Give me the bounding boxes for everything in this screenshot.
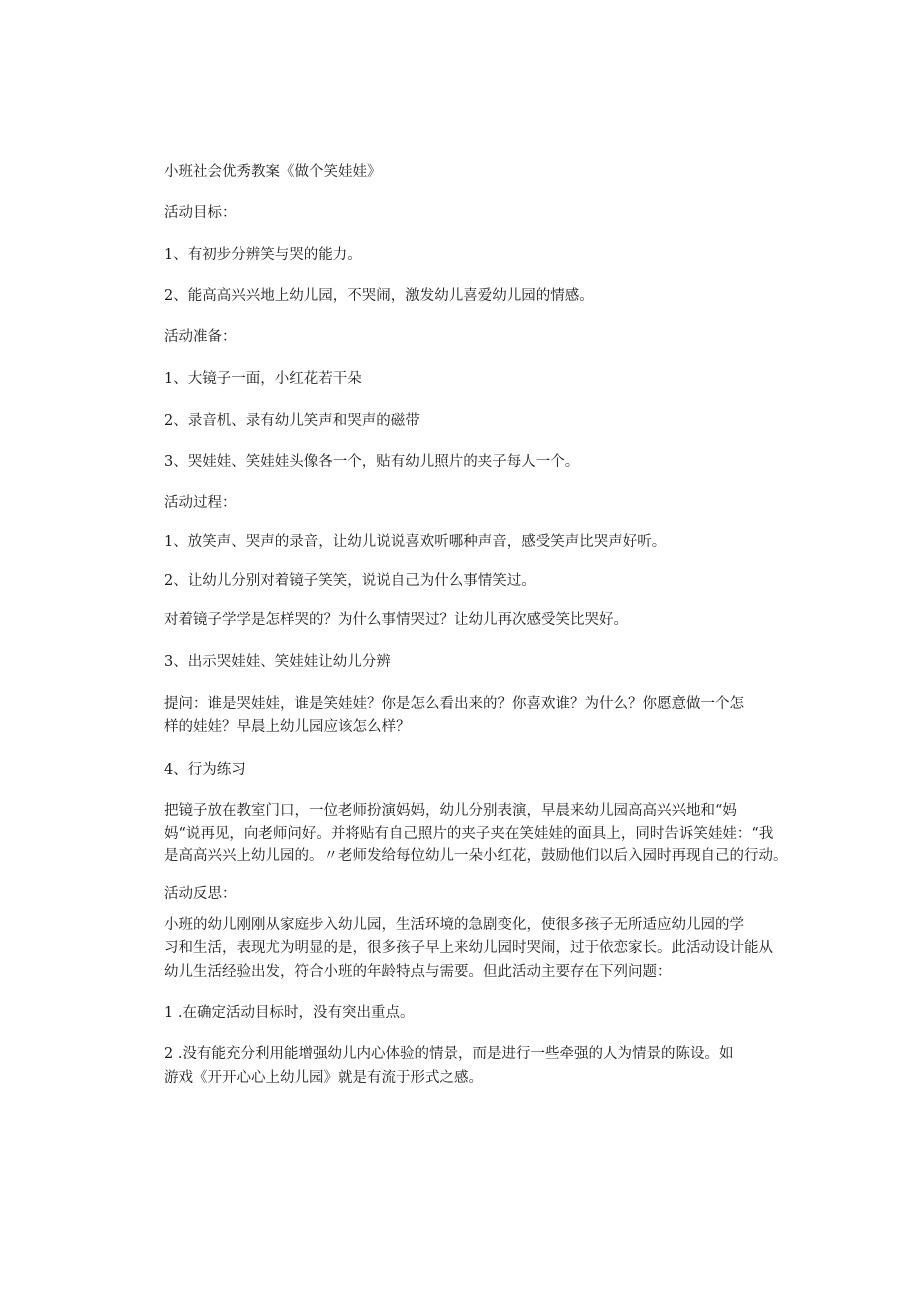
process-item-2: 2、让幼儿分别对着镜子笑笑，说说自己为什么事情笑过。 (164, 573, 536, 589)
practice-line-1: 把镜子放在教室门口，一位老师扮演妈妈，幼儿分别表演，早晨来幼儿园高高兴兴地和“妈 (164, 803, 737, 819)
prep-item-2: 2、录音机、录有幼儿笑声和哭声的磁带 (164, 413, 420, 429)
question-line-2: 样的娃娃？早晨上幼儿园应该怎么样？ (164, 719, 411, 735)
prep-item-3: 3、哭娃娃、笑娃娃头像各一个，贴有幼儿照片的夹子每人一个。 (164, 454, 580, 470)
reflection-line-3: 幼儿生活经验出发，符合小班的年龄特点与需要。但此活动主要存在下列问题： (164, 964, 672, 980)
question-line-1: 提问：谁是哭娃娃，谁是笑娃娃？你是怎么看出来的？你喜欢谁？为什么？你愿意做一个怎 (164, 696, 744, 712)
process-heading: 活动过程： (164, 495, 237, 511)
goal-item-1: 1、有初步分辨笑与哭的能力。 (164, 247, 362, 263)
reflection-heading: 活动反思： (164, 886, 237, 902)
issue-item-2-line-1: 2 .没有能充分利用能增强幼儿内心体验的情景，而是进行一些牵强的人为情景的陈设。如 (164, 1046, 734, 1062)
process-item-4: 4、行为练习 (164, 762, 246, 778)
issue-item-2-line-2: 游戏《开开心心上幼儿园》就是有流于形式之感。 (164, 1070, 483, 1086)
prep-heading: 活动准备： (164, 329, 237, 345)
reflection-line-1: 小班的幼儿刚刚从家庭步入幼儿园，生活环境的急剧变化，使很多孩子无所适应幼儿园的学 (164, 917, 744, 933)
practice-line-3: 是高高兴兴上幼儿园的。〃老师发给每位幼儿一朵小红花，鼓励他们以后入园时再现自己的行动。 (164, 848, 788, 864)
goal-item-2: 2、能高高兴兴地上幼儿园，不哭闹，激发幼儿喜爱幼儿园的情感。 (164, 288, 594, 304)
process-item-2b: 对着镜子学学是怎样哭的？为什么事情哭过？让幼儿再次感受笑比哭好。 (164, 612, 628, 628)
issue-item-1: 1 .在确定活动目标时，没有突出重点。 (164, 1005, 415, 1021)
reflection-line-2: 习和生活，表现尤为明显的是，很多孩子早上来幼儿园时哭闹，过于依恋家长。此活动设计能从 (164, 940, 773, 956)
process-item-1: 1、放笑声、哭声的录音，让幼儿说说喜欢听哪种声音，感受笑声比哭声好听。 (164, 534, 667, 550)
practice-line-2: 妈“说再见，向老师问好。并将贴有自己照片的夹子夹在笑娃娃的面具上，同时告诉笑娃娃：“我 (164, 826, 774, 842)
goals-heading: 活动目标： (164, 205, 237, 221)
process-item-3: 3、出示哭娃娃、笑娃娃让幼儿分辨 (164, 654, 391, 670)
document-title: 小班社会优秀教案《做个笑娃娃》 (164, 164, 382, 180)
prep-item-1: 1、大镜子一面，小红花若干朵 (164, 371, 362, 387)
